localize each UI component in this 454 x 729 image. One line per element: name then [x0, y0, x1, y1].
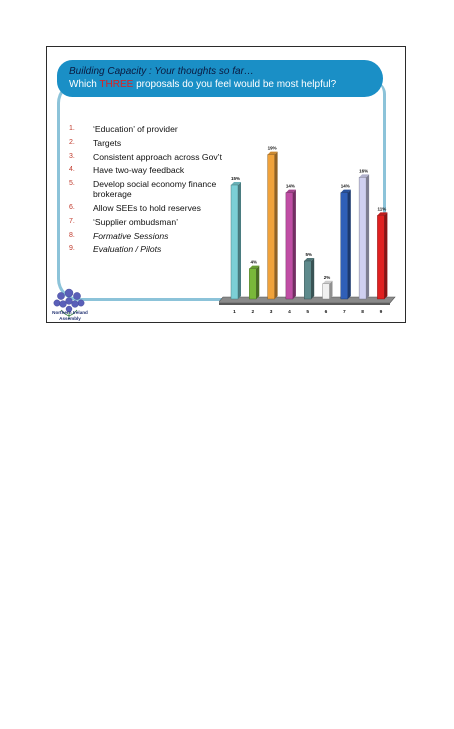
list-item	[69, 231, 234, 241]
item-text: ‘Education’ of provider	[93, 124, 178, 134]
bar	[268, 155, 275, 299]
bar	[231, 185, 238, 299]
item-text: Develop social economy finance brokerage	[93, 179, 217, 200]
slide	[46, 46, 406, 323]
bar-side	[366, 174, 369, 299]
question-accent: THREE	[99, 79, 134, 90]
bar	[323, 284, 330, 299]
bar-side	[311, 258, 314, 299]
question-prefix: Which	[69, 79, 100, 90]
list-item	[69, 152, 234, 162]
item-number: 9.	[69, 245, 75, 253]
bar-side	[238, 182, 241, 299]
proposal-list	[69, 124, 234, 258]
bar-value-label: 14%	[285, 183, 295, 189]
item-text: Targets	[93, 137, 122, 148]
header-question	[69, 78, 383, 91]
item-text: Have two-way feedback	[93, 165, 185, 176]
x-tick-label: 1	[233, 310, 236, 315]
x-tick-label: 4	[288, 310, 291, 315]
item-text: Evaluation / Pilots	[93, 244, 162, 255]
list-item	[69, 217, 234, 227]
list-item	[69, 203, 234, 213]
bar-side	[348, 190, 351, 299]
item-number: 4.	[69, 166, 75, 174]
bar-value-label: 19%	[267, 145, 277, 151]
item-text: Allow SEEs to hold reserves	[93, 202, 201, 213]
bar	[286, 193, 293, 299]
bar-side	[293, 190, 296, 299]
x-tick-label: 8	[361, 310, 364, 315]
x-tick-label: 3	[269, 310, 273, 315]
x-tick-label: 6	[324, 310, 328, 315]
item-text: Consistent approach across Gov’t	[93, 151, 222, 162]
item-number: 1.	[69, 125, 75, 132]
item-number: 3.	[69, 152, 75, 160]
bar-side	[330, 281, 333, 299]
logo-text-line2: Assembly	[59, 315, 81, 321]
bar	[377, 215, 384, 299]
item-number: 2.	[69, 138, 75, 146]
item-number: 6.	[69, 203, 75, 211]
item-number: 8.	[69, 231, 75, 239]
question-suffix: proposals do you feel would be most helpful?	[133, 79, 337, 90]
list-item	[69, 179, 234, 199]
x-tick-label: 5	[306, 310, 310, 315]
bar-value-label: 11%	[377, 206, 387, 212]
item-text: Formative Sessions	[93, 230, 169, 241]
bar-value-label: 14%	[340, 183, 350, 189]
list-item	[69, 138, 234, 148]
bar-value-label: 15%	[230, 176, 241, 181]
x-tick-label: 7	[342, 310, 346, 315]
bar-value-label: 5%	[305, 252, 312, 257]
bar-side	[256, 266, 259, 299]
bar-value-label: 4%	[250, 259, 258, 265]
bar	[359, 177, 366, 299]
bar-chart	[219, 129, 401, 319]
bar-value-label: 2%	[323, 274, 331, 280]
item-number: 7.	[69, 217, 75, 225]
bar-side	[275, 152, 278, 299]
bar	[249, 269, 256, 299]
bar-side	[384, 212, 387, 299]
bar-value-label: 16%	[359, 168, 369, 174]
slide-header	[57, 60, 383, 97]
bar	[341, 193, 348, 299]
logo-text-line1: Northern Ireland	[52, 310, 88, 315]
x-tick-label: 2	[251, 310, 255, 315]
item-text: ‘Supplier ombudsman’	[93, 216, 179, 227]
logo-text	[46, 310, 94, 321]
chart-floor-edge	[219, 303, 390, 305]
item-number: 5.	[69, 180, 75, 188]
list-item	[69, 124, 234, 134]
list-item	[69, 165, 234, 175]
x-tick-label: 9	[379, 310, 383, 315]
header-title: Building Capacity : Your thoughts so far…	[69, 66, 254, 77]
bar	[304, 261, 311, 299]
list-item	[69, 244, 234, 254]
